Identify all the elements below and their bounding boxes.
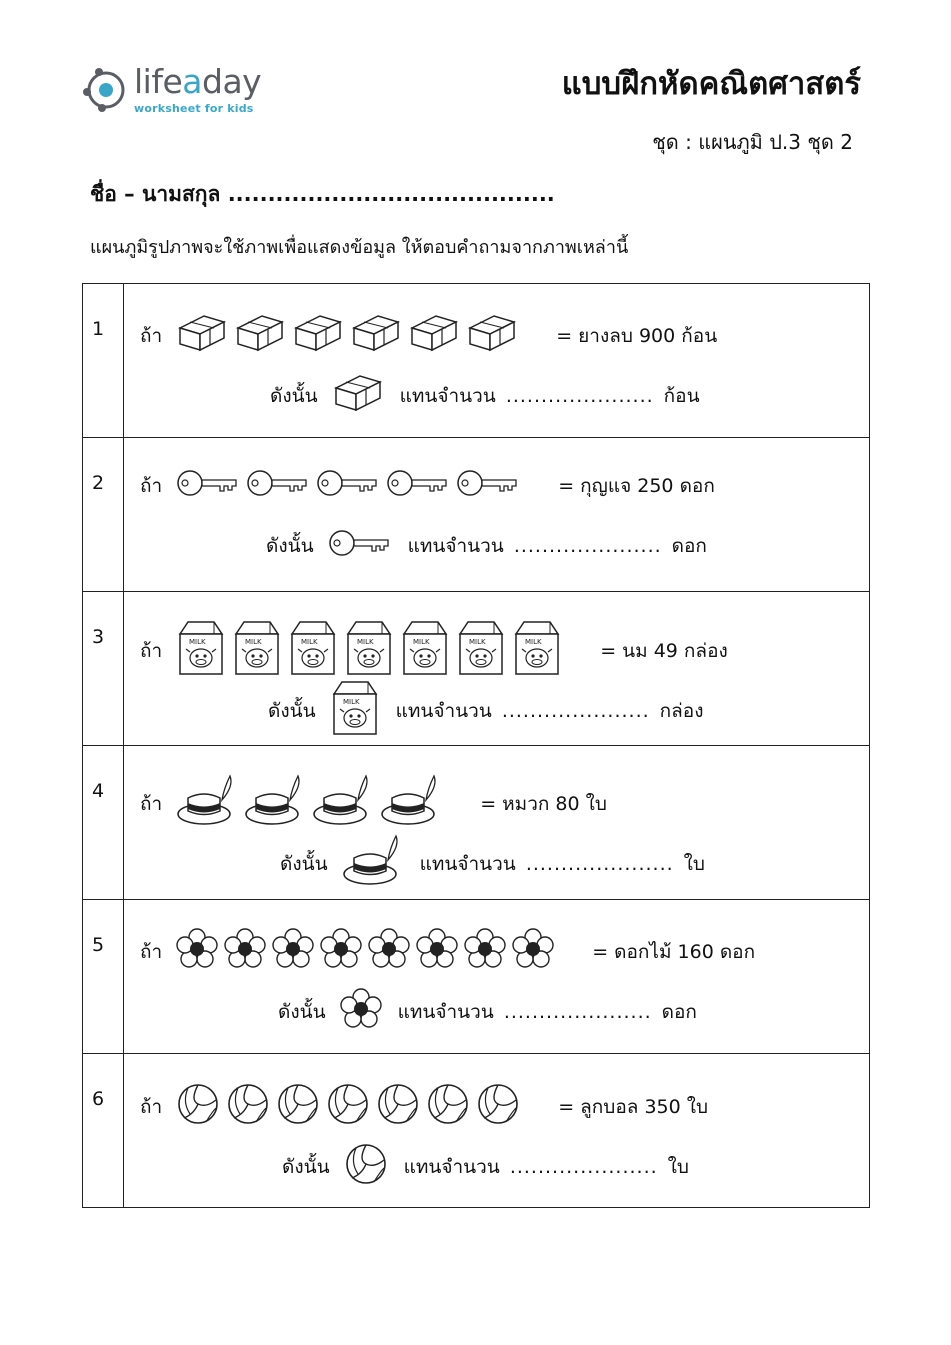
- hat-icon: [176, 774, 244, 833]
- key-icon: [386, 466, 456, 505]
- icon-single: [328, 526, 398, 565]
- volleyball-icon: [376, 1082, 426, 1131]
- svg-text:MILK: MILK: [525, 638, 542, 646]
- if-label: ถ้า: [140, 639, 163, 662]
- question-row: [83, 284, 870, 438]
- question-answer-line: [266, 526, 707, 565]
- milk-carton-icon: [344, 620, 400, 681]
- eraser-icon: [234, 312, 292, 359]
- eraser-icon: [408, 312, 466, 359]
- flower-icon: [272, 928, 320, 975]
- question-content: [124, 746, 870, 900]
- question-number: 3: [92, 626, 105, 648]
- equation-text: = นม 49 กล่อง: [600, 639, 728, 662]
- flower-icon: [320, 928, 368, 975]
- if-label: ถ้า: [140, 324, 163, 347]
- logo-wordmark: lifeaday: [134, 62, 262, 101]
- volleyball-icon: [476, 1082, 526, 1131]
- answer-blank[interactable]: .....................: [505, 384, 654, 407]
- milk-carton-icon: [176, 620, 232, 681]
- if-label: ถ้า: [140, 474, 163, 497]
- instructions: แผนภูมิรูปภาพจะใช้ภาพเพื่อแสดงข้อมูล ให้ตอบคำถามจากภาพเหล่านี้: [90, 237, 629, 258]
- icon-group: [176, 466, 526, 505]
- icon-group: [176, 312, 524, 359]
- question-number-cell: [83, 900, 124, 1054]
- milk-carton-icon: [400, 620, 456, 681]
- svg-text:MILK: MILK: [342, 698, 360, 706]
- svg-text:MILK: MILK: [413, 638, 430, 646]
- flower-icon: [512, 928, 560, 975]
- question-number-cell: [83, 1054, 124, 1208]
- flower-icon: [416, 928, 464, 975]
- volleyball-icon: [176, 1082, 226, 1131]
- icon-single: [342, 834, 410, 893]
- equation-text: = หมวก 80 ใบ: [480, 792, 607, 815]
- unit-label: กล่อง: [659, 699, 704, 722]
- therefore-label: ดังนั้น: [278, 1000, 326, 1023]
- question-number: 6: [92, 1088, 105, 1110]
- logo-tagline: worksheet for kids: [134, 102, 254, 115]
- question-given-line: [140, 928, 755, 975]
- answer-blank[interactable]: .....................: [509, 1155, 658, 1178]
- eraser-icon: [292, 312, 350, 359]
- question-content: [124, 438, 870, 592]
- icon-single: [340, 988, 388, 1035]
- equation-text: = กุญแจ 250 ดอก: [558, 474, 715, 497]
- key-icon: [328, 526, 398, 565]
- eraser-icon: [466, 312, 524, 359]
- milk-carton-icon: [288, 620, 344, 681]
- key-icon: [246, 466, 316, 505]
- question-number-cell: [83, 438, 124, 592]
- icon-group: [176, 620, 568, 681]
- question-row: [83, 746, 870, 900]
- if-label: ถ้า: [140, 1095, 163, 1118]
- therefore-label: ดังนั้น: [266, 534, 314, 557]
- if-label: ถ้า: [140, 792, 163, 815]
- question-number-cell: [83, 284, 124, 438]
- key-icon: [316, 466, 386, 505]
- volleyball-icon: [276, 1082, 326, 1131]
- eraser-icon: [176, 312, 234, 359]
- question-number: 5: [92, 934, 105, 956]
- volleyball-icon: [426, 1082, 476, 1131]
- question-given-line: [140, 1082, 708, 1131]
- question-content: [124, 284, 870, 438]
- answer-blank[interactable]: .....................: [513, 534, 662, 557]
- svg-text:MILK: MILK: [245, 638, 262, 646]
- answer-blank[interactable]: .....................: [503, 1000, 652, 1023]
- svg-text:MILK: MILK: [469, 638, 486, 646]
- milk-carton-icon: [512, 620, 568, 681]
- volleyball-icon: [226, 1082, 276, 1131]
- question-answer-line: [280, 834, 705, 893]
- equation-text: = ยางลบ 900 ก้อน: [556, 324, 718, 347]
- question-row: [83, 1054, 870, 1208]
- flower-icon: [176, 928, 224, 975]
- therefore-label: ดังนั้น: [282, 1155, 330, 1178]
- hat-icon: [244, 774, 312, 833]
- svg-text:MILK: MILK: [301, 638, 318, 646]
- unit-label: ก้อน: [663, 384, 700, 407]
- equation-text: = ดอกไม้ 160 ดอก: [592, 940, 756, 963]
- question-number-cell: [83, 592, 124, 746]
- question-row: [83, 592, 870, 746]
- question-answer-line: [282, 1142, 689, 1191]
- question-given-line: [140, 774, 607, 833]
- question-number: 1: [92, 318, 105, 340]
- flower-icon: [340, 988, 388, 1035]
- represents-label: แทนจำนวน: [399, 384, 496, 407]
- logo: [82, 64, 282, 120]
- represents-label: แทนจำนวน: [407, 534, 504, 557]
- question-given-line: [140, 620, 728, 681]
- if-label: ถ้า: [140, 940, 163, 963]
- hat-icon: [380, 774, 448, 833]
- question-row: [83, 900, 870, 1054]
- flower-icon: [368, 928, 416, 975]
- question-table: [82, 283, 870, 1208]
- unit-label: ใบ: [683, 852, 705, 875]
- icon-group: [176, 1082, 526, 1131]
- question-content: [124, 900, 870, 1054]
- question-answer-line: [278, 988, 697, 1035]
- question-row: [83, 438, 870, 592]
- milk-carton-icon: [330, 680, 386, 741]
- unit-label: ดอก: [671, 534, 707, 557]
- question-given-line: [140, 312, 717, 359]
- unit-label: ใบ: [667, 1155, 689, 1178]
- represents-label: แทนจำนวน: [395, 699, 492, 722]
- key-icon: [176, 466, 246, 505]
- page-subtitle: ชุด : แผนภูมิ ป.3 ชุด 2: [652, 130, 853, 154]
- unit-label: ดอก: [661, 1000, 697, 1023]
- represents-label: แทนจำนวน: [419, 852, 516, 875]
- svg-text:MILK: MILK: [357, 638, 374, 646]
- answer-blank[interactable]: .....................: [525, 852, 674, 875]
- equation-text: = ลูกบอล 350 ใบ: [558, 1095, 709, 1118]
- page-title: แบบฝึกหัดคณิตศาสตร์: [561, 66, 861, 102]
- key-icon: [456, 466, 526, 505]
- question-content: [124, 1054, 870, 1208]
- volleyball-icon: [326, 1082, 376, 1131]
- icon-group: [176, 774, 448, 833]
- question-number: 2: [92, 472, 105, 494]
- represents-label: แทนจำนวน: [397, 1000, 494, 1023]
- eraser-icon: [332, 372, 390, 419]
- flower-icon: [464, 928, 512, 975]
- question-answer-line: [268, 680, 704, 741]
- question-number-cell: [83, 746, 124, 900]
- volleyball-icon: [344, 1142, 394, 1191]
- question-content: [124, 592, 870, 746]
- icon-group: [176, 928, 560, 975]
- eraser-icon: [350, 312, 408, 359]
- icon-single: [344, 1142, 394, 1191]
- flower-icon: [224, 928, 272, 975]
- answer-blank[interactable]: .....................: [501, 699, 650, 722]
- hat-icon: [312, 774, 380, 833]
- milk-carton-icon: [456, 620, 512, 681]
- name-field: ชื่อ – นามสกุล .........................................: [90, 182, 555, 206]
- question-answer-line: [270, 372, 700, 419]
- milk-carton-icon: [232, 620, 288, 681]
- icon-single: [330, 680, 386, 741]
- represents-label: แทนจำนวน: [403, 1155, 500, 1178]
- hat-icon: [342, 834, 410, 893]
- therefore-label: ดังนั้น: [270, 384, 318, 407]
- therefore-label: ดังนั้น: [280, 852, 328, 875]
- question-given-line: [140, 466, 715, 505]
- logo-mark-icon: [82, 64, 130, 114]
- svg-text:MILK: MILK: [189, 638, 206, 646]
- question-number: 4: [92, 780, 105, 802]
- icon-single: [332, 372, 390, 419]
- therefore-label: ดังนั้น: [268, 699, 316, 722]
